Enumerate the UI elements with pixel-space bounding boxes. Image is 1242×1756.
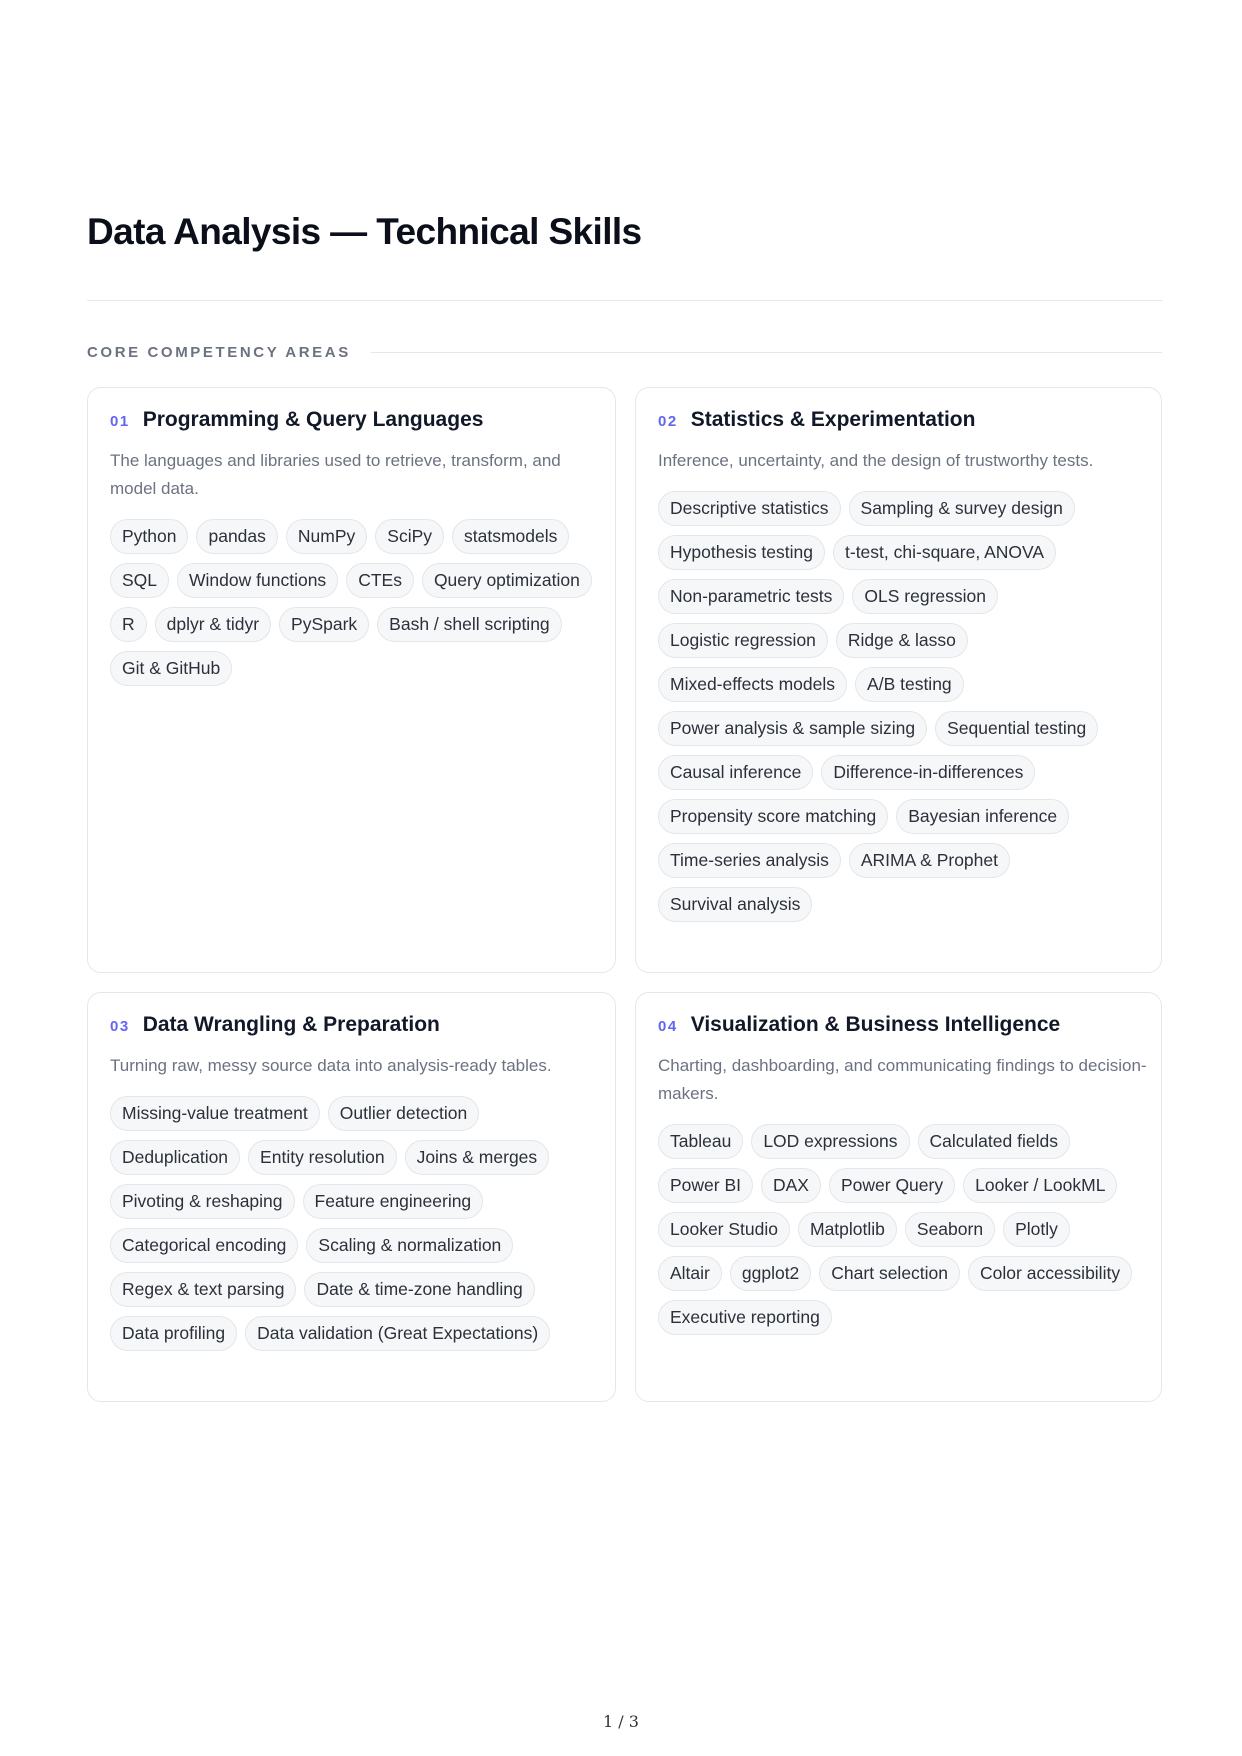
skill-tag: Causal inference	[658, 755, 813, 790]
card-title: Visualization & Business Intelligence	[690, 1013, 1061, 1036]
skill-tag: NumPy	[286, 519, 367, 554]
skill-tag: Calculated fields	[918, 1124, 1070, 1159]
skill-tag: LOD expressions	[751, 1124, 909, 1159]
skill-tag: PySpark	[279, 607, 369, 642]
card-description: Charting, dashboarding, and communicating findings to decision-makers.	[658, 1056, 1147, 1103]
skill-tag: Power BI	[658, 1168, 753, 1203]
skill-tag: dplyr & tidyr	[155, 607, 271, 642]
skill-tag: Regex & text parsing	[110, 1272, 296, 1307]
skill-tag: Chart selection	[819, 1256, 960, 1291]
section-divider	[371, 352, 1162, 353]
skill-tag-list	[658, 491, 1139, 922]
skill-tag: Bayesian inference	[896, 799, 1069, 834]
skill-tag: Joins & merges	[405, 1140, 550, 1175]
skill-tag: Categorical encoding	[110, 1228, 298, 1263]
skill-tag: Altair	[658, 1256, 722, 1291]
skill-tag-list	[658, 1124, 1139, 1335]
skill-tag: SQL	[110, 563, 169, 598]
card-number: 02	[658, 413, 678, 430]
card-title: Statistics & Experimentation	[690, 408, 976, 431]
skill-tag: Seaborn	[905, 1212, 995, 1247]
card-description: The languages and libraries used to retrieve, transform, and model data.	[110, 451, 561, 498]
skill-tag: Hypothesis testing	[658, 535, 825, 570]
skill-tag: OLS regression	[852, 579, 998, 614]
skill-tag: Color accessibility	[968, 1256, 1132, 1291]
section-header	[87, 342, 1162, 362]
card-number: 01	[110, 413, 130, 430]
skill-tag: Data profiling	[110, 1316, 237, 1351]
skill-tag: Non-parametric tests	[658, 579, 844, 614]
skill-card-data-wrangling	[87, 992, 616, 1402]
skill-tag: Entity resolution	[248, 1140, 397, 1175]
skill-tag: CTEs	[346, 563, 414, 598]
card-header	[110, 408, 593, 442]
skill-tag-list	[110, 1096, 593, 1351]
skill-card-programming	[87, 387, 616, 973]
card-header	[110, 1013, 593, 1047]
skill-tag: Descriptive statistics	[658, 491, 841, 526]
skill-tag: Ridge & lasso	[836, 623, 968, 658]
skill-tag: Looker Studio	[658, 1212, 790, 1247]
title-divider	[87, 300, 1162, 301]
skill-tag: Sequential testing	[935, 711, 1098, 746]
skill-tag: statsmodels	[452, 519, 569, 554]
skill-tag: Difference-in-differences	[821, 755, 1035, 790]
skill-tag: Sampling & survey design	[849, 491, 1075, 526]
skill-card-statistics	[635, 387, 1162, 973]
skill-tag: Data validation (Great Expectations)	[245, 1316, 550, 1351]
skill-tag: ggplot2	[730, 1256, 811, 1291]
skill-tag: DAX	[761, 1168, 821, 1203]
skill-tag: Matplotlib	[798, 1212, 897, 1247]
card-number: 03	[110, 1018, 130, 1035]
skill-tag: Scaling & normalization	[306, 1228, 513, 1263]
skill-tag: Power Query	[829, 1168, 955, 1203]
skill-tag: Time-series analysis	[658, 843, 841, 878]
skill-tag: Plotly	[1003, 1212, 1070, 1247]
skill-tag: Python	[110, 519, 188, 554]
skill-tag: Window functions	[177, 563, 338, 598]
skill-tag: Tableau	[658, 1124, 743, 1159]
card-title: Data Wrangling & Preparation	[142, 1013, 440, 1036]
skill-tag: ARIMA & Prophet	[849, 843, 1010, 878]
skill-tag: Survival analysis	[658, 887, 812, 922]
skill-tag: t-test, chi-square, ANOVA	[833, 535, 1056, 570]
section-label: CORE COMPETENCY AREAS	[87, 343, 351, 361]
skill-tag: Looker / LookML	[963, 1168, 1117, 1203]
skill-tag: SciPy	[375, 519, 444, 554]
skill-tag: Logistic regression	[658, 623, 828, 658]
skill-tag: A/B testing	[855, 667, 964, 702]
card-header	[658, 1013, 1139, 1047]
skill-tag: Query optimization	[422, 563, 592, 598]
skill-tag: Executive reporting	[658, 1300, 832, 1335]
skill-tag: pandas	[196, 519, 277, 554]
skill-tag: Mixed-effects models	[658, 667, 847, 702]
skill-tag: R	[110, 607, 147, 642]
card-description: Inference, uncertainty, and the design of trustworthy tests.	[658, 451, 1094, 470]
skill-tag: Propensity score matching	[658, 799, 888, 834]
skill-tag: Date & time-zone handling	[304, 1272, 534, 1307]
page-title: Data Analysis — Technical Skills	[87, 211, 642, 252]
skill-tag: Outlier detection	[328, 1096, 479, 1131]
skill-tag: Missing-value treatment	[110, 1096, 320, 1131]
card-header	[658, 408, 1139, 442]
card-number: 04	[658, 1018, 678, 1035]
card-title: Programming & Query Languages	[142, 408, 484, 431]
skill-tag: Deduplication	[110, 1140, 240, 1175]
card-description: Turning raw, messy source data into analysis-ready tables.	[110, 1056, 552, 1075]
skill-tag: Pivoting & reshaping	[110, 1184, 295, 1219]
skill-tag: Git & GitHub	[110, 651, 232, 686]
skill-tag-list	[110, 519, 593, 686]
skill-card-visualization	[635, 992, 1162, 1402]
skill-tag: Bash / shell scripting	[377, 607, 562, 642]
page-number: 1 / 3	[603, 1712, 639, 1731]
skill-tag: Power analysis & sample sizing	[658, 711, 927, 746]
skill-tag: Feature engineering	[303, 1184, 484, 1219]
